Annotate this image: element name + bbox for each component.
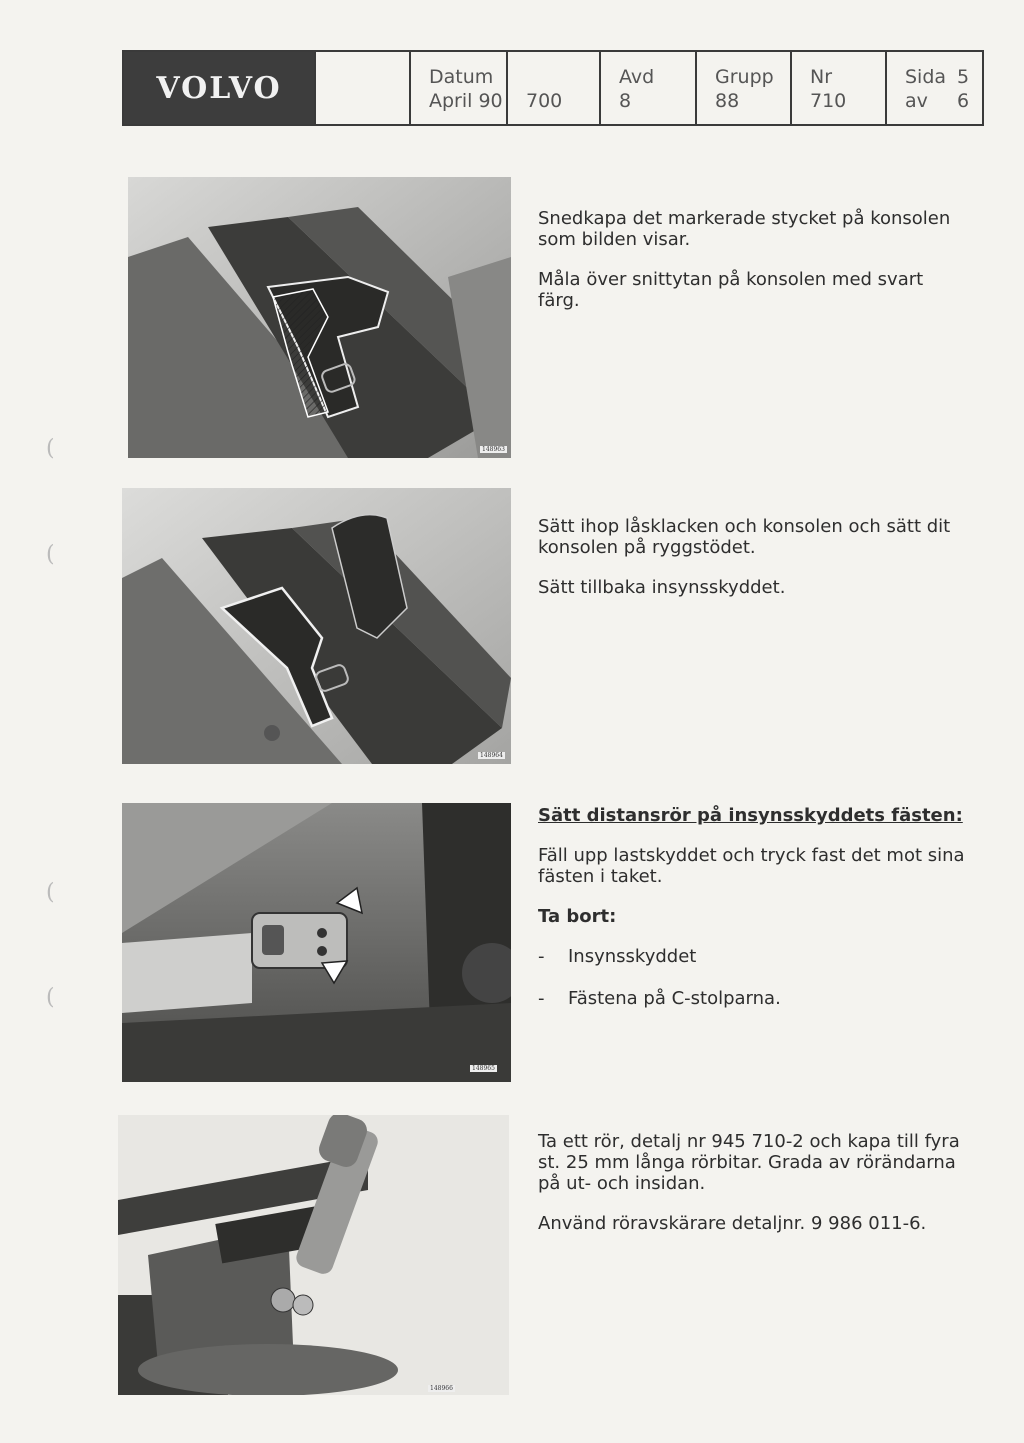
section-3-text [538,805,968,1009]
section-heading: Sätt distansrör på insynsskyddets fästen: [538,805,963,826]
section-4-text [538,1131,968,1234]
sida-cell [885,52,982,124]
sida-label: Sida [905,66,947,88]
av-label: av [905,90,928,112]
photo-number: 148964 [480,752,503,759]
paragraph: Fäll upp lastskyddet och tryck fast det mot sina fästen i taket. [538,845,965,887]
paragraph: Använd röravskärare detaljnr. 9 986 011-6. [538,1213,927,1234]
grupp-cell [695,52,790,124]
paragraph: Ta ett rör, detalj nr 945 710-2 och kapa till fyra st. 25 mm långa rörbitar. Grada av rörändarna på ut- och insidan. [538,1131,960,1194]
avd-cell [599,52,695,124]
grupp-value: 88 [715,90,740,112]
paragraph: Måla över snittytan på konsolen med svart färg. [538,269,924,311]
av-value: 6 [957,90,970,112]
datum-value: April 90 [429,90,503,112]
photo-console-mounted [122,488,511,764]
datum-cell [409,52,506,124]
paragraph: Sätt tillbaka insynsskyddet. [538,577,786,598]
section-1-text [538,208,968,311]
grupp-label: Grupp [715,66,774,88]
logo-text: VOLVO [156,70,282,106]
avd-value: 8 [619,90,632,112]
nr-label: Nr [810,66,833,88]
list-dash: - [538,946,545,967]
nr-cell [790,52,885,124]
paragraph: Snedkapa det markerade stycket på konsolen som bilden visar. [538,208,951,250]
photo-bracket-arrows [122,803,511,1082]
section-2-text [538,516,968,598]
margin-mark: ( [46,880,55,905]
paragraph: Sätt ihop låsklacken och konsolen och sätt dit konsolen på ryggstödet. [538,516,951,558]
remove-label: Ta bort: [538,906,617,927]
list-item-text: Fästena på C-stolparna. [568,988,781,1009]
document-header [122,50,984,126]
margin-mark: ( [46,985,55,1010]
datum-label: Datum [429,66,494,88]
margin-mark: ( [46,436,55,461]
list-item [538,946,968,967]
model-value: 700 [526,90,563,112]
list-item-text: Insynsskyddet [568,946,697,967]
blank-cell [314,52,409,124]
sida-value: 5 [957,66,970,88]
model-cell [506,52,599,124]
photo-number: 148963 [482,446,505,453]
photo-number: 148966 [430,1385,453,1392]
photo-pipe-cutter [118,1115,509,1395]
margin-mark: ( [46,542,55,567]
list-dash: - [538,988,545,1009]
list-item [538,988,968,1009]
photo-console-cut [128,177,511,458]
photo-number: 148965 [472,1065,495,1072]
volvo-logo [124,52,314,124]
avd-label: Avd [619,66,655,88]
nr-value: 710 [810,90,847,112]
